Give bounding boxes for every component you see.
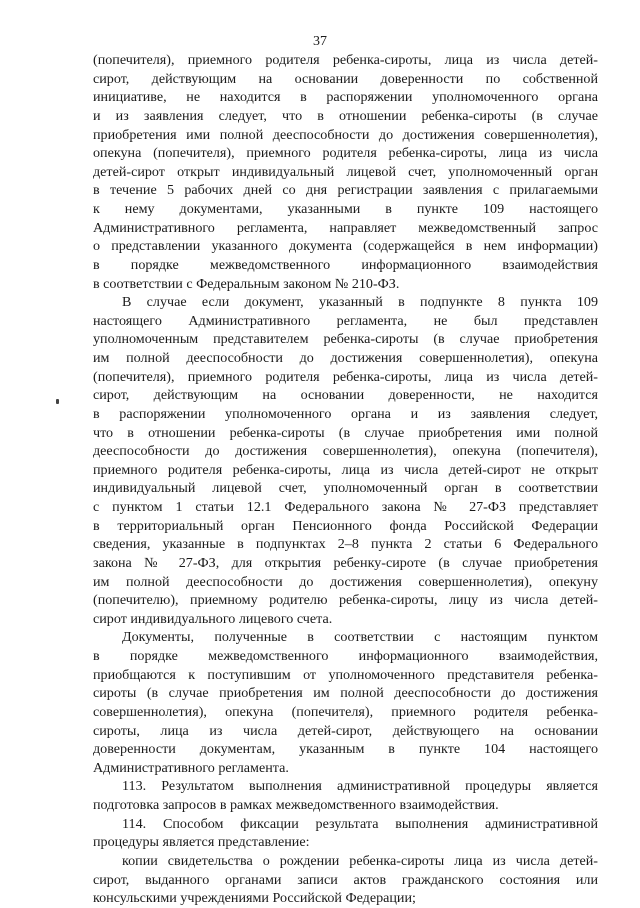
- text-line: что в отношении ребенка-сироты (в случае приобретения ими полной: [93, 424, 598, 441]
- text-line: В случае если документ, указанный в подпункте 8 пункта 109: [122, 294, 598, 311]
- text-line: приемного родителя ребенка-сироты, лица из числа детей-сирот не открыт: [93, 461, 598, 478]
- text-line: в территориальный орган Пенсионного фонда Российской Федерации: [93, 517, 598, 534]
- text-line: о представлении указанного документа (содержащейся в нем информации): [93, 238, 598, 255]
- text-line: совершеннолетия), опекуна (попечителя), приемного родителя ребенка-: [93, 703, 598, 720]
- text-line: (попечителя), приемного родителя ребенка-сироты, лица из числа детей-: [93, 368, 598, 385]
- text-line: опекуна (попечителя), приемного родителя ребенка-сироты, лица из числа: [93, 145, 598, 162]
- text-line: копии свидетельства о рождении ребенка-сироты лица из числа детей-: [122, 852, 598, 869]
- text-line: в течение 5 рабочих дней со дня регистрации заявления с прилагаемыми: [93, 182, 598, 199]
- text-line: с пунктом 1 статьи 12.1 Федерального закона № 27-ФЗ представляет: [93, 499, 598, 515]
- text-line: (попечителя), приемного родителя ребенка-сироты, лица из числа детей-: [93, 52, 598, 68]
- text-line: приобщаются к поступившим от уполномоченного представителя ребенка-: [93, 666, 598, 683]
- margin-mark: [56, 399, 59, 404]
- text-line: настоящего Административного регламента, не был представлен: [93, 312, 598, 329]
- text-line: сведения, указанные в подпунктах 2–8 пункта 2 статьи 6 Федерального: [93, 536, 598, 553]
- text-line: Административного регламента, направляет межведомственный запрос: [93, 219, 598, 236]
- text-line: к нему документами, указанными в пункте 109 настоящего: [93, 201, 598, 217]
- text-line: Административного регламента.: [93, 759, 289, 776]
- text-line: сирот, действующим на основании доверенности, не находится: [93, 387, 598, 404]
- text-line: уполномоченным представителем ребенка-сироты (в случае приобретения: [93, 331, 598, 348]
- text-line: сироты (в случае приобретения им полной дееспособности до достижения: [93, 685, 598, 702]
- text-line: им полной дееспособности до достижения совершеннолетия), опекуна: [93, 350, 598, 366]
- text-line: индивидуальный лицевой счет, уполномоченный орган в соответствии: [93, 480, 598, 497]
- text-line: 113. Результатом выполнения административной процедуры является: [122, 778, 598, 795]
- text-line: инициативе, не находится в распоряжении уполномоченного органа: [93, 89, 598, 106]
- text-line: закона № 27-ФЗ, для открытия ребенку-сироте (в случае приобретения: [93, 554, 598, 571]
- text-line: (попечителю), приемному родителю ребенка-сироты, лицу из числа детей-: [93, 592, 598, 609]
- text-line: сирот, действующим на основании доверенности по собственной: [93, 70, 598, 87]
- text-line: консульскими учреждениями Российской Федерации;: [93, 890, 416, 907]
- text-line: подготовка запросов в рамках межведомственного взаимодействия.: [93, 797, 499, 813]
- page-number: 37: [313, 34, 327, 49]
- text-line: 114. Способом фиксации результата выполнения административной: [122, 815, 598, 832]
- document-body: [93, 51, 598, 908]
- text-line: сирот, выданного органами записи актов гражданского состояния или: [93, 871, 598, 888]
- text-line: дееспособности до достижения совершеннолетия), опекуна (попечителя),: [93, 443, 598, 460]
- text-line: процедуры является представление:: [93, 834, 310, 851]
- text-line: приобретения ими полной дееспособности до достижения совершеннолетия),: [93, 126, 598, 143]
- text-line: Документы, полученные в соответствии с настоящим пунктом: [122, 629, 598, 646]
- text-line: и из заявления следует, что в отношении ребенка-сироты (в случае: [93, 107, 598, 124]
- text-line: сирот индивидуального лицевого счета.: [93, 610, 333, 627]
- text-line: им полной дееспособности до достижения совершеннолетия), опекуну: [93, 573, 598, 590]
- text-line: в распоряжении уполномоченного органа и из заявления следует,: [93, 405, 598, 422]
- text-line: детей-сирот открыт индивидуальный лицевой счет, уполномоченный орган: [93, 163, 598, 180]
- text-line: в соответствии с Федеральным законом № 210-ФЗ.: [93, 275, 400, 292]
- text-line: в порядке межведомственного информационного взаимодействия,: [93, 648, 598, 664]
- text-line: в порядке межведомственного информационного взаимодействия: [93, 256, 598, 273]
- text-line: доверенности документам, указанным в пункте 104 настоящего: [93, 741, 598, 758]
- text-line: сироты, лица из числа детей-сирот, действующего на основании: [93, 722, 598, 739]
